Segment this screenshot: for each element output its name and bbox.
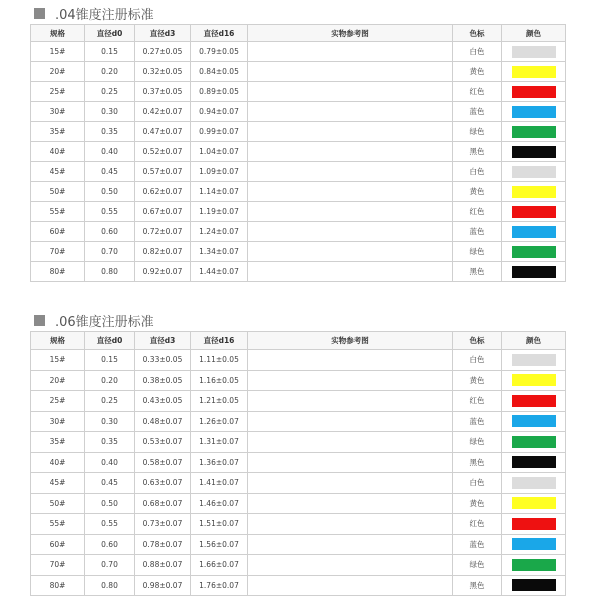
cell-d0: 0.70 [85, 242, 135, 262]
cell-spec: 25# [31, 82, 85, 102]
cell-d16: 1.24±0.07 [191, 222, 248, 242]
column-header: 直径d3 [135, 332, 191, 350]
cell-d3: 0.52±0.07 [135, 142, 191, 162]
cell-instrument-image [248, 222, 453, 242]
table-row [31, 555, 566, 576]
table-row [31, 514, 566, 535]
cell-instrument-image [248, 142, 453, 162]
table-row [31, 452, 566, 473]
table-row [31, 411, 566, 432]
cell-instrument-image [248, 370, 453, 391]
cell-spec: 55# [31, 514, 85, 535]
cell-color-swatch [502, 473, 566, 494]
column-header: 直径d16 [191, 332, 248, 350]
title-square-icon [34, 315, 45, 326]
column-header: 实物参考图 [248, 25, 453, 42]
table-row [31, 102, 566, 122]
cell-color-label: 黑色 [453, 262, 502, 282]
table-row [31, 202, 566, 222]
cell-spec: 60# [31, 534, 85, 555]
cell-color-label: 白色 [453, 42, 502, 62]
cell-d16: 1.51±0.07 [191, 514, 248, 535]
cell-d16: 0.99±0.07 [191, 122, 248, 142]
cell-d16: 1.21±0.05 [191, 391, 248, 412]
cell-d3: 0.67±0.07 [135, 202, 191, 222]
color-swatch [512, 395, 556, 407]
cell-color-swatch [502, 452, 566, 473]
cell-d0: 0.60 [85, 534, 135, 555]
cell-color-label: 红色 [453, 514, 502, 535]
color-swatch [512, 415, 556, 427]
table-row [31, 82, 566, 102]
cell-spec: 15# [31, 350, 85, 371]
cell-color-label: 黑色 [453, 575, 502, 596]
cell-d0: 0.45 [85, 162, 135, 182]
column-header: 直径d0 [85, 25, 135, 42]
cell-spec: 15# [31, 42, 85, 62]
cell-color-swatch [502, 350, 566, 371]
cell-d3: 0.48±0.07 [135, 411, 191, 432]
cell-instrument-image [248, 182, 453, 202]
cell-d16: 1.76±0.07 [191, 575, 248, 596]
column-header: 直径d3 [135, 25, 191, 42]
cell-instrument-image [248, 514, 453, 535]
column-header: 颜色 [502, 332, 566, 350]
table-row [31, 42, 566, 62]
cell-instrument-image [248, 350, 453, 371]
table-row [31, 473, 566, 494]
cell-d16: 0.84±0.05 [191, 62, 248, 82]
color-swatch [512, 436, 556, 448]
cell-d3: 0.73±0.07 [135, 514, 191, 535]
cell-d0: 0.35 [85, 122, 135, 142]
cell-color-swatch [502, 42, 566, 62]
cell-d3: 0.57±0.07 [135, 162, 191, 182]
cell-instrument-image [248, 122, 453, 142]
cell-instrument-image [248, 473, 453, 494]
cell-d3: 0.62±0.07 [135, 182, 191, 202]
color-swatch [512, 146, 556, 158]
title-square-icon [34, 8, 45, 19]
cell-d16: 1.09±0.07 [191, 162, 248, 182]
cell-spec: 45# [31, 162, 85, 182]
cell-d0: 0.80 [85, 262, 135, 282]
color-swatch [512, 518, 556, 530]
cell-color-swatch [502, 391, 566, 412]
cell-d16: 1.14±0.07 [191, 182, 248, 202]
taper-04-section [30, 2, 565, 282]
table-row [31, 242, 566, 262]
cell-d0: 0.50 [85, 493, 135, 514]
cell-d3: 0.47±0.07 [135, 122, 191, 142]
cell-d3: 0.88±0.07 [135, 555, 191, 576]
cell-spec: 55# [31, 202, 85, 222]
cell-color-label: 蓝色 [453, 411, 502, 432]
cell-d16: 1.11±0.05 [191, 350, 248, 371]
cell-spec: 70# [31, 242, 85, 262]
cell-d3: 0.42±0.07 [135, 102, 191, 122]
table-row [31, 370, 566, 391]
cell-color-swatch [502, 122, 566, 142]
cell-color-swatch [502, 534, 566, 555]
cell-spec: 20# [31, 370, 85, 391]
cell-color-label: 红色 [453, 82, 502, 102]
cell-d3: 0.68±0.07 [135, 493, 191, 514]
cell-instrument-image [248, 493, 453, 514]
cell-color-label: 绿色 [453, 432, 502, 453]
cell-d0: 0.40 [85, 142, 135, 162]
cell-color-swatch [502, 142, 566, 162]
cell-d3: 0.82±0.07 [135, 242, 191, 262]
cell-d0: 0.15 [85, 42, 135, 62]
cell-color-label: 黄色 [453, 62, 502, 82]
title-text: .04锥度注册标准 [55, 7, 154, 23]
cell-d16: 1.44±0.07 [191, 262, 248, 282]
cell-color-swatch [502, 82, 566, 102]
cell-d3: 0.37±0.05 [135, 82, 191, 102]
cell-color-label: 黄色 [453, 493, 502, 514]
table-row [31, 122, 566, 142]
cell-color-label: 蓝色 [453, 534, 502, 555]
cell-d16: 1.46±0.07 [191, 493, 248, 514]
cell-d0: 0.70 [85, 555, 135, 576]
cell-d0: 0.55 [85, 514, 135, 535]
cell-color-label: 黑色 [453, 452, 502, 473]
cell-d0: 0.60 [85, 222, 135, 242]
table-row [31, 262, 566, 282]
cell-d3: 0.53±0.07 [135, 432, 191, 453]
cell-instrument-image [248, 82, 453, 102]
table-row [31, 222, 566, 242]
section-title [30, 309, 565, 331]
taper-06-section [30, 309, 565, 596]
cell-d16: 0.94±0.07 [191, 102, 248, 122]
cell-d3: 0.27±0.05 [135, 42, 191, 62]
cell-color-label: 绿色 [453, 242, 502, 262]
cell-d16: 0.89±0.05 [191, 82, 248, 102]
cell-d0: 0.20 [85, 370, 135, 391]
cell-color-swatch [502, 370, 566, 391]
title-text: .06锥度注册标准 [55, 314, 154, 330]
cell-instrument-image [248, 262, 453, 282]
cell-spec: 60# [31, 222, 85, 242]
table-row [31, 62, 566, 82]
color-swatch [512, 266, 556, 278]
cell-d16: 1.16±0.05 [191, 370, 248, 391]
cell-instrument-image [248, 202, 453, 222]
color-swatch [512, 538, 556, 550]
column-header: 直径d16 [191, 25, 248, 42]
cell-d16: 1.36±0.07 [191, 452, 248, 473]
color-swatch [512, 374, 556, 386]
cell-d3: 0.63±0.07 [135, 473, 191, 494]
cell-d16: 1.34±0.07 [191, 242, 248, 262]
header-row [31, 332, 566, 350]
cell-d0: 0.20 [85, 62, 135, 82]
cell-spec: 30# [31, 411, 85, 432]
color-swatch [512, 166, 556, 178]
cell-instrument-image [248, 62, 453, 82]
cell-instrument-image [248, 391, 453, 412]
color-swatch [512, 559, 556, 571]
column-header: 色标 [453, 332, 502, 350]
cell-instrument-image [248, 575, 453, 596]
color-swatch [512, 126, 556, 138]
cell-instrument-image [248, 162, 453, 182]
column-header: 实物参考图 [248, 332, 453, 350]
cell-instrument-image [248, 534, 453, 555]
cell-d16: 0.79±0.05 [191, 42, 248, 62]
cell-d3: 0.78±0.07 [135, 534, 191, 555]
cell-d0: 0.45 [85, 473, 135, 494]
cell-d16: 1.66±0.07 [191, 555, 248, 576]
cell-d0: 0.30 [85, 102, 135, 122]
cell-d0: 0.25 [85, 82, 135, 102]
cell-instrument-image [248, 42, 453, 62]
cell-d0: 0.80 [85, 575, 135, 596]
color-swatch [512, 579, 556, 591]
cell-color-swatch [502, 262, 566, 282]
cell-color-swatch [502, 514, 566, 535]
table-row [31, 493, 566, 514]
cell-d3: 0.98±0.07 [135, 575, 191, 596]
cell-spec: 30# [31, 102, 85, 122]
cell-d16: 1.04±0.07 [191, 142, 248, 162]
cell-color-label: 绿色 [453, 555, 502, 576]
cell-color-label: 黄色 [453, 370, 502, 391]
cell-d16: 1.56±0.07 [191, 534, 248, 555]
column-header: 直径d0 [85, 332, 135, 350]
cell-spec: 70# [31, 555, 85, 576]
cell-d3: 0.38±0.05 [135, 370, 191, 391]
color-swatch [512, 497, 556, 509]
cell-d3: 0.33±0.05 [135, 350, 191, 371]
table-row [31, 534, 566, 555]
cell-instrument-image [248, 242, 453, 262]
cell-color-label: 黄色 [453, 182, 502, 202]
header-row [31, 25, 566, 42]
cell-d16: 1.41±0.07 [191, 473, 248, 494]
cell-color-swatch [502, 242, 566, 262]
column-header: 色标 [453, 25, 502, 42]
table-row [31, 432, 566, 453]
cell-color-label: 黑色 [453, 142, 502, 162]
cell-instrument-image [248, 555, 453, 576]
cell-d0: 0.30 [85, 411, 135, 432]
cell-color-label: 蓝色 [453, 102, 502, 122]
cell-d0: 0.55 [85, 202, 135, 222]
table-row [31, 142, 566, 162]
cell-spec: 50# [31, 493, 85, 514]
cell-spec: 25# [31, 391, 85, 412]
cell-color-swatch [502, 162, 566, 182]
cell-color-swatch [502, 202, 566, 222]
color-swatch [512, 106, 556, 118]
cell-instrument-image [248, 452, 453, 473]
taper-04-table [30, 24, 566, 282]
table-row [31, 182, 566, 202]
cell-color-swatch [502, 432, 566, 453]
cell-d0: 0.50 [85, 182, 135, 202]
table-row [31, 162, 566, 182]
cell-d3: 0.32±0.05 [135, 62, 191, 82]
cell-color-label: 红色 [453, 202, 502, 222]
cell-spec: 35# [31, 122, 85, 142]
cell-instrument-image [248, 102, 453, 122]
cell-color-label: 绿色 [453, 122, 502, 142]
color-swatch [512, 456, 556, 468]
cell-color-label: 蓝色 [453, 222, 502, 242]
cell-color-label: 红色 [453, 391, 502, 412]
cell-color-swatch [502, 222, 566, 242]
color-swatch [512, 186, 556, 198]
cell-d3: 0.92±0.07 [135, 262, 191, 282]
cell-spec: 40# [31, 142, 85, 162]
cell-d16: 1.26±0.07 [191, 411, 248, 432]
cell-instrument-image [248, 411, 453, 432]
cell-spec: 20# [31, 62, 85, 82]
cell-color-swatch [502, 62, 566, 82]
color-swatch [512, 66, 556, 78]
table-row [31, 391, 566, 412]
cell-instrument-image [248, 432, 453, 453]
cell-color-label: 白色 [453, 350, 502, 371]
color-swatch [512, 46, 556, 58]
table-row [31, 575, 566, 596]
cell-color-swatch [502, 555, 566, 576]
cell-color-swatch [502, 575, 566, 596]
cell-d16: 1.19±0.07 [191, 202, 248, 222]
cell-color-label: 白色 [453, 473, 502, 494]
cell-d3: 0.72±0.07 [135, 222, 191, 242]
cell-d16: 1.31±0.07 [191, 432, 248, 453]
cell-spec: 40# [31, 452, 85, 473]
cell-spec: 35# [31, 432, 85, 453]
cell-spec: 50# [31, 182, 85, 202]
cell-d0: 0.15 [85, 350, 135, 371]
cell-d3: 0.58±0.07 [135, 452, 191, 473]
cell-spec: 80# [31, 575, 85, 596]
table-row [31, 350, 566, 371]
column-header: 颜色 [502, 25, 566, 42]
cell-d3: 0.43±0.05 [135, 391, 191, 412]
cell-color-swatch [502, 493, 566, 514]
cell-color-label: 白色 [453, 162, 502, 182]
cell-d0: 0.35 [85, 432, 135, 453]
color-swatch [512, 226, 556, 238]
cell-color-swatch [502, 102, 566, 122]
cell-color-swatch [502, 411, 566, 432]
cell-d0: 0.40 [85, 452, 135, 473]
column-header: 规格 [31, 332, 85, 350]
cell-spec: 80# [31, 262, 85, 282]
color-swatch [512, 477, 556, 489]
cell-spec: 45# [31, 473, 85, 494]
color-swatch [512, 86, 556, 98]
taper-06-table [30, 331, 566, 596]
color-swatch [512, 246, 556, 258]
color-swatch [512, 354, 556, 366]
cell-d0: 0.25 [85, 391, 135, 412]
color-swatch [512, 206, 556, 218]
cell-color-swatch [502, 182, 566, 202]
section-title [30, 2, 565, 24]
column-header: 规格 [31, 25, 85, 42]
